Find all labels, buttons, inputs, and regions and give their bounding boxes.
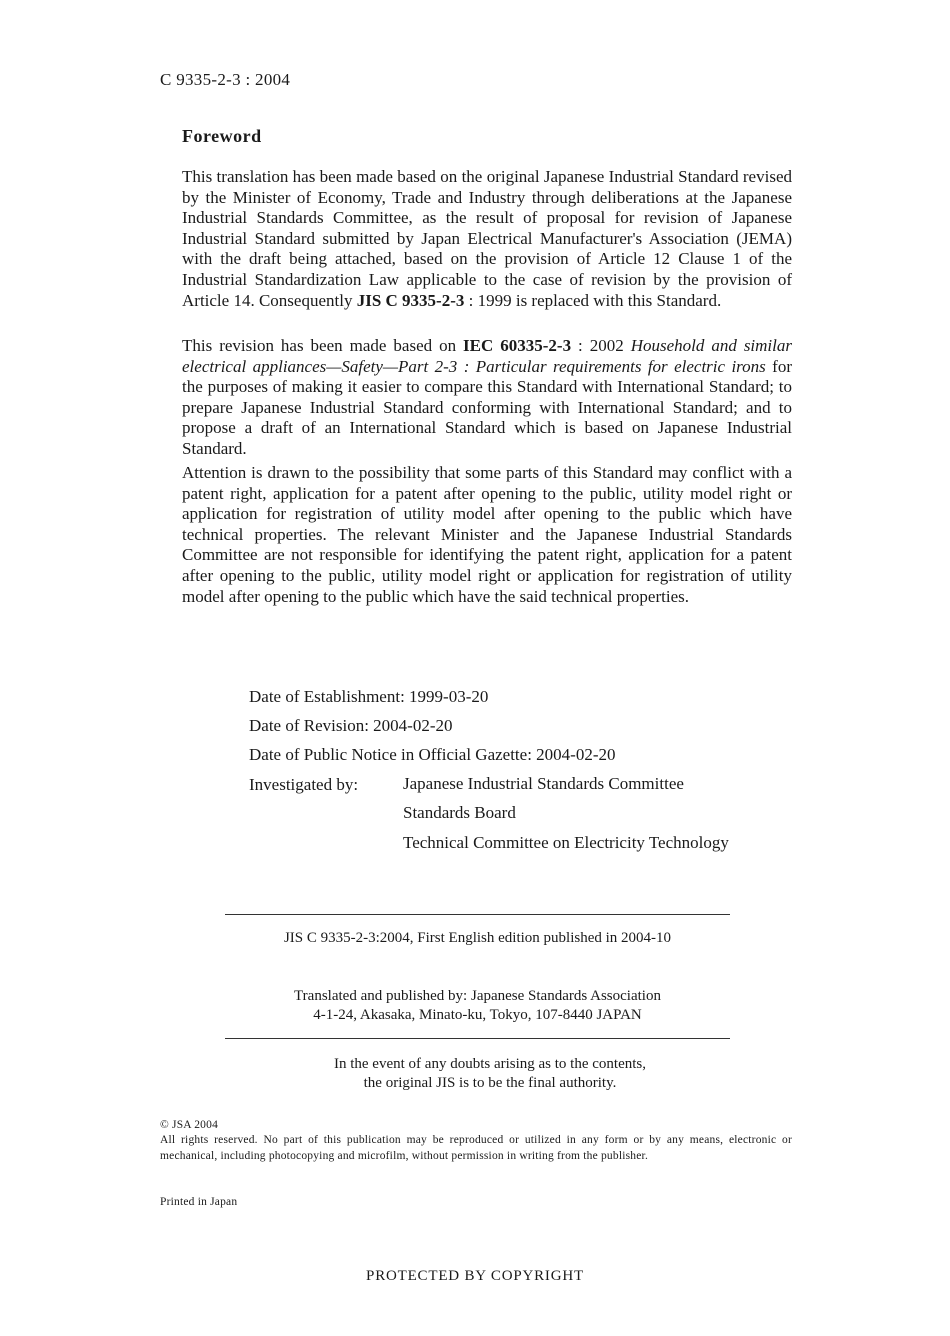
translated-by: Translated and published by: Japanese Standards Association (294, 988, 661, 1004)
page-header-code: C 9335-2-3 : 2004 (160, 70, 291, 89)
protected-by-copyright-footer: PROTECTED BY COPYRIGHT (366, 1268, 584, 1284)
para1-standard-code: JIS C 9335-2-3 (356, 290, 465, 310)
para2-iec-code: IEC 60335-2-3 (463, 336, 572, 355)
date-of-establishment: Date of Establishment: 1999-03-20 (249, 687, 489, 706)
investigator-committee: Japanese Industrial Standards Committee (403, 774, 684, 793)
investigator-technical-committee: Technical Committee on Electricity Technology (403, 833, 729, 852)
date-of-public-notice: Date of Public Notice in Official Gazette: 2004-02-20 (249, 745, 616, 764)
para1-end: : 1999 is replaced with this Standard. (464, 290, 722, 310)
para2-end: for the purposes of making it easier to compare this Standard with International Standard; to prepare Japanese Industrial Standard conforming with International Standard; and to propose a draft of an International Standard which is based on Japanese Industrial Standard. (182, 356, 793, 458)
foreword-paragraph-2 (182, 336, 792, 460)
para2-mid: : 2002 (571, 336, 631, 355)
foreword-paragraph-3: Attention is drawn to the possibility that some parts of this Standard may conflict with a patent right, application for a patent after opening to the public, utility model right or application for registration of utility model after opening to the public which have technical properties. The relevant Minister and the Japanese Industrial Standards Committee are not responsible for identifying the patent right, application for a patent after opening to the public, utility model right or application for registration of utility model after opening to the public which have the said technical properties. (182, 463, 792, 606)
divider-top (225, 914, 730, 915)
foreword-heading: Foreword (182, 126, 262, 146)
investigator-board: Standards Board (403, 803, 516, 822)
para2-start: This revision has been made based on (182, 336, 464, 355)
para1-text: This translation has been made based on the original Japanese Industrial Standard revised by the Minister of Economy, Trade and Industry through deliberations at the Japanese Industrial Standards Committee, as the result of proposal for revision of Japanese Industrial Standard submitted by Japan Electrical Manufacturer's Association (JEMA) with the draft being attached, based on the provision of Article 12 Clause 1 of the Industrial Standardization Law applicable to the case of revision by the provision of Article 14. Consequently (182, 167, 792, 310)
copyright-notice: © JSA 2004 (160, 1119, 219, 1131)
para2-iec-title: Household and similar electrical appliances—Safety—Part 2-3 : Particular requirements for electric irons (182, 336, 792, 376)
date-of-revision: Date of Revision: 2004-02-20 (249, 716, 453, 735)
authority-note-line-2: the original JIS is to be the final authority. (363, 1075, 617, 1091)
publisher-address: 4-1-24, Akasaka, Minato-ku, Tokyo, 107-8440 JAPAN (313, 1007, 642, 1023)
rights-reserved-text: All rights reserved. No part of this publication may be reproduced or utilized in any form or by any means, electronic or mechanical, including photocopying and microfilm, without permission in writing from the publisher. (160, 1134, 792, 1162)
foreword-paragraph-1 (182, 167, 792, 311)
edition-statement: JIS C 9335-2-3:2004, First English edition published in 2004-10 (283, 930, 672, 946)
investigated-by-label: Investigated by: (249, 775, 359, 794)
printed-in: Printed in Japan (160, 1196, 238, 1208)
authority-note-line-1: In the event of any doubts arising as to the contents, (333, 1056, 646, 1072)
divider-bottom (225, 1038, 730, 1039)
